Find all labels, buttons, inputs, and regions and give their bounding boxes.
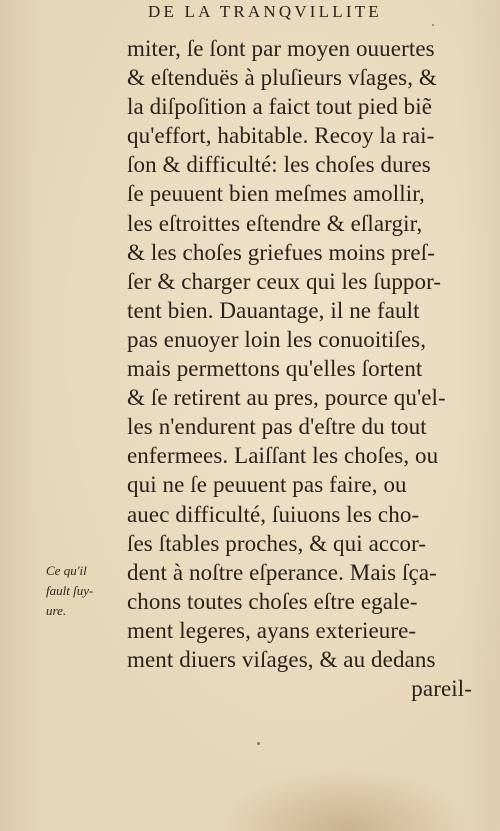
margin-note-line: Ce qu'il: [46, 563, 87, 578]
text-line: les eſtroittes eſtendre & eſlargir,: [127, 210, 423, 236]
text-line: & ſe retirent au pres, pource qu'el-: [127, 385, 446, 411]
text-line: les n'endurent pas d'eſtre du tout: [127, 414, 427, 440]
text-line: ſer & charger ceux qui les ſuppor-: [127, 268, 442, 294]
text-line: ſon & difficulté: les choſes dures: [127, 152, 431, 178]
text-line: & les choſes griefues moins preſ-: [127, 239, 435, 265]
catchword: pareil-: [411, 676, 472, 702]
running-head: DE LA TRANQVILLITE: [148, 2, 382, 21]
text-line: qui ne ſe peuuent pas faire, ou: [127, 472, 407, 498]
text-line: enfermees. Laiſſant les choſes, ou: [127, 443, 439, 469]
text-line: & eſtenduës à pluſieurs vſages, &: [127, 65, 437, 91]
text-line: auec difficulté, ſuiuons les cho-: [127, 501, 420, 527]
text-line: ment diuers viſages, & au dedans: [127, 646, 436, 672]
text-line: qu'effort, habitable. Recoy la rai-: [127, 123, 435, 149]
margin-note-line: ure.: [46, 603, 67, 618]
paper-speck: [432, 24, 434, 26]
body-text: [127, 34, 472, 703]
text-line: pas enuoyer loin les conuoitiſes,: [127, 326, 427, 352]
text-line: dent à noſtre eſperance. Mais ſça-: [127, 559, 437, 585]
text-line: ſe peuuent bien meſmes amollir,: [127, 181, 425, 207]
text-line: chons toutes choſes eſtre egale-: [127, 588, 418, 614]
text-line: mais permettons qu'elles ſortent: [127, 356, 423, 382]
text-line: la diſpoſition a faict tout pied biẽ: [127, 94, 433, 120]
text-line: ment legeres, ayans exterieure-: [127, 617, 417, 643]
margin-note-line: fault ſuy-: [46, 583, 94, 598]
margin-note: [46, 561, 121, 621]
text-line: ſes ſtables proches, & qui accor-: [127, 530, 427, 556]
text-line: tent bien. Dauantage, il ne fault: [127, 297, 420, 323]
paper-speck: [257, 742, 260, 745]
text-line: miter, ſe ſont par moyen ouuertes: [127, 36, 435, 61]
